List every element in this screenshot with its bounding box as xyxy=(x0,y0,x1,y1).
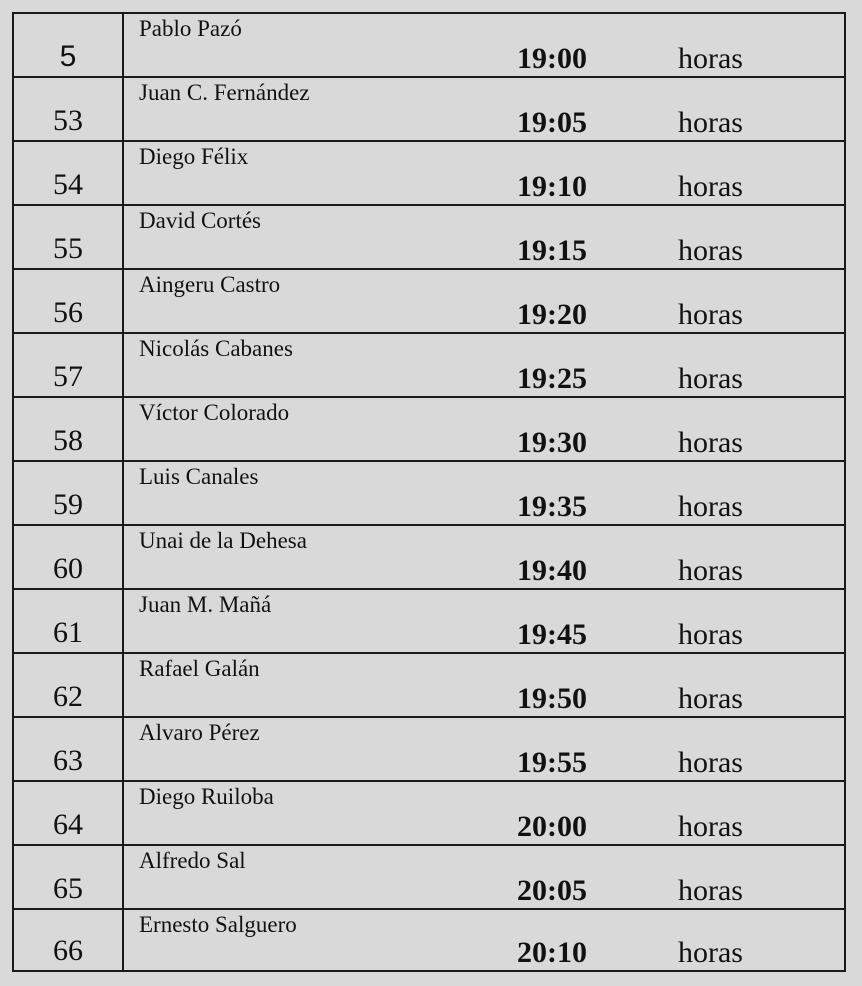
time-unit: horas xyxy=(678,42,743,75)
row-number: 61 xyxy=(53,616,83,649)
time-unit: horas xyxy=(678,106,743,139)
row-content-cell xyxy=(124,910,844,970)
time-value: 19:10 xyxy=(517,170,587,203)
table-row xyxy=(14,590,844,654)
row-number-cell xyxy=(14,334,124,396)
row-content-cell xyxy=(124,398,844,460)
person-name: Diego Ruiloba xyxy=(139,784,274,809)
row-number: 57 xyxy=(53,360,83,393)
row-content-cell xyxy=(124,654,844,716)
row-content-cell xyxy=(124,846,844,908)
row-number-cell xyxy=(14,590,124,652)
row-content-cell xyxy=(124,782,844,844)
row-content-cell xyxy=(124,78,844,140)
time-value: 19:05 xyxy=(517,106,587,139)
row-number: 60 xyxy=(53,552,83,585)
person-name: David Cortés xyxy=(139,208,262,233)
row-content-cell xyxy=(124,14,844,76)
time-value: 19:35 xyxy=(517,490,587,523)
table-row xyxy=(14,782,844,846)
row-number-cell xyxy=(14,654,124,716)
person-name: Víctor Colorado xyxy=(139,400,290,425)
person-name: Unai de la Dehesa xyxy=(139,528,307,553)
row-number: 62 xyxy=(53,680,83,713)
row-number-cell xyxy=(14,846,124,908)
time-unit: horas xyxy=(678,746,743,779)
row-number-cell xyxy=(14,142,124,204)
table-row xyxy=(14,142,844,206)
person-name: Ernesto Salguero xyxy=(139,912,297,937)
row-number: 59 xyxy=(53,488,83,521)
time-value: 19:20 xyxy=(517,298,587,331)
row-content-cell xyxy=(124,462,844,524)
row-number-cell xyxy=(14,206,124,268)
row-number-cell xyxy=(14,14,124,76)
table-row xyxy=(14,270,844,334)
time-unit: horas xyxy=(678,490,743,523)
time-value: 19:30 xyxy=(517,426,587,459)
row-number: 5 xyxy=(59,40,77,73)
time-unit: horas xyxy=(678,682,743,715)
time-unit: horas xyxy=(678,554,743,587)
person-name: Juan C. Fernández xyxy=(139,80,310,105)
time-unit: horas xyxy=(678,170,743,203)
time-value: 20:10 xyxy=(517,936,587,969)
time-unit: horas xyxy=(678,810,743,843)
row-number: 63 xyxy=(53,744,83,777)
time-value: 19:45 xyxy=(517,618,587,651)
row-number: 66 xyxy=(53,934,83,967)
time-unit: horas xyxy=(678,426,743,459)
person-name: Juan M. Mañá xyxy=(139,592,272,617)
schedule-table xyxy=(12,12,846,972)
table-row xyxy=(14,398,844,462)
time-value: 20:05 xyxy=(517,874,587,907)
row-content-cell xyxy=(124,334,844,396)
table-row xyxy=(14,206,844,270)
table-row xyxy=(14,14,844,78)
time-value: 19:25 xyxy=(517,362,587,395)
row-content-cell xyxy=(124,270,844,332)
time-value: 19:00 xyxy=(517,42,587,75)
row-content-cell xyxy=(124,526,844,588)
table-row xyxy=(14,718,844,782)
row-content-cell xyxy=(124,718,844,780)
person-name: Nicolás Cabanes xyxy=(139,336,293,361)
person-name: Aingeru Castro xyxy=(139,272,281,297)
person-name: Rafael Galán xyxy=(139,656,260,681)
row-number-cell xyxy=(14,910,124,970)
time-value: 19:55 xyxy=(517,746,587,779)
time-value: 19:50 xyxy=(517,682,587,715)
person-name: Pablo Pazó xyxy=(139,16,242,41)
time-value: 20:00 xyxy=(517,810,587,843)
time-unit: horas xyxy=(678,874,743,907)
row-number: 54 xyxy=(53,168,83,201)
row-number-cell xyxy=(14,462,124,524)
table-row xyxy=(14,334,844,398)
time-value: 19:15 xyxy=(517,234,587,267)
person-name: Alvaro Pérez xyxy=(139,720,260,745)
row-number-cell xyxy=(14,398,124,460)
person-name: Luis Canales xyxy=(139,464,259,489)
row-number-cell xyxy=(14,718,124,780)
time-unit: horas xyxy=(678,362,743,395)
row-number: 53 xyxy=(53,104,83,137)
time-unit: horas xyxy=(678,234,743,267)
table-row xyxy=(14,654,844,718)
table-row xyxy=(14,526,844,590)
time-unit: horas xyxy=(678,618,743,651)
time-value: 19:40 xyxy=(517,554,587,587)
person-name: Alfredo Sal xyxy=(139,848,246,873)
row-number-cell xyxy=(14,782,124,844)
time-unit: horas xyxy=(678,936,743,969)
row-number-cell xyxy=(14,526,124,588)
row-number: 65 xyxy=(53,872,83,905)
table-row xyxy=(14,462,844,526)
table-row xyxy=(14,846,844,910)
row-number: 55 xyxy=(53,232,83,265)
row-number: 56 xyxy=(53,296,83,329)
row-content-cell xyxy=(124,142,844,204)
row-number-cell xyxy=(14,270,124,332)
row-content-cell xyxy=(124,590,844,652)
time-unit: horas xyxy=(678,298,743,331)
row-number: 64 xyxy=(53,808,83,841)
person-name: Diego Félix xyxy=(139,144,249,169)
row-number: 58 xyxy=(53,424,83,457)
table-row xyxy=(14,910,844,970)
row-content-cell xyxy=(124,206,844,268)
row-number-cell xyxy=(14,78,124,140)
table-row xyxy=(14,78,844,142)
